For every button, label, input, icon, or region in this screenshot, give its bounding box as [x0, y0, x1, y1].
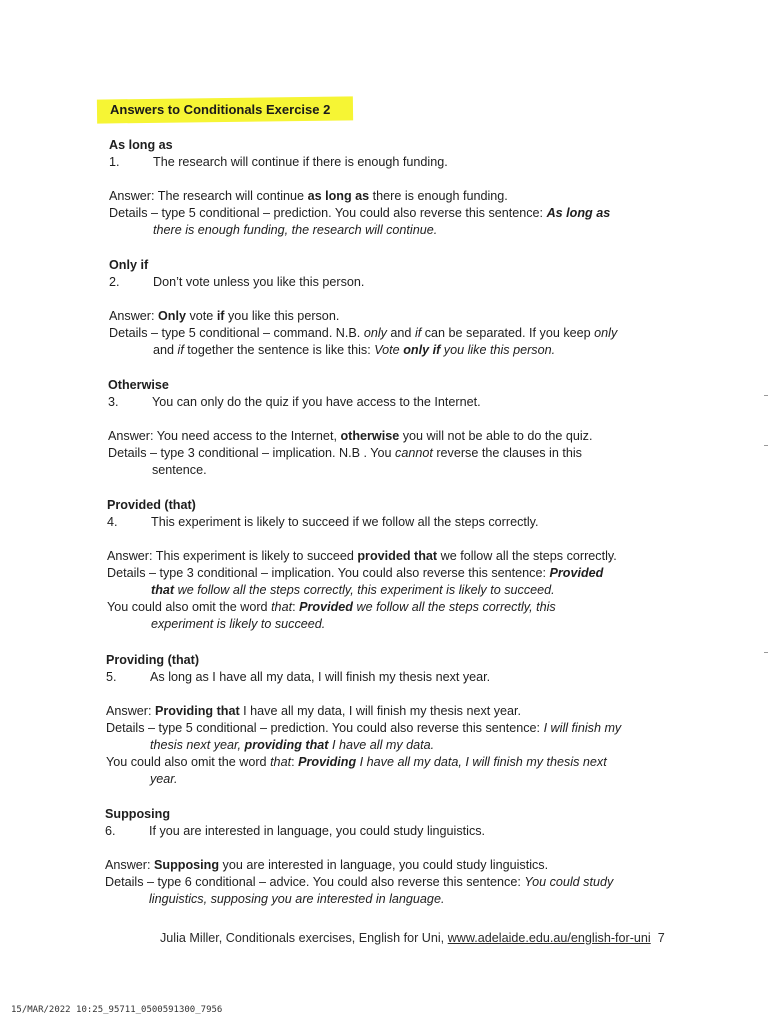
answer-line	[105, 857, 695, 874]
answer-line	[108, 428, 698, 445]
answer-section	[109, 137, 699, 239]
page-title: Answers to Conditionals Exercise 2	[110, 102, 331, 117]
text-run: You could also omit the word	[107, 600, 272, 614]
text-run: and	[153, 343, 178, 357]
question-text: The research will continue if there is enough funding.	[153, 155, 448, 169]
details	[105, 874, 695, 908]
question-number: 6.	[105, 824, 116, 838]
answer-line	[109, 188, 699, 205]
text-run: Providing	[298, 755, 357, 769]
text-run: you like this person.	[440, 343, 556, 357]
text-run: experiment is likely to succeed.	[151, 617, 326, 631]
page-number: 7	[657, 931, 665, 945]
text-run: otherwise	[340, 429, 400, 443]
text-run: you will not be able to do the quiz.	[399, 429, 593, 443]
details	[106, 720, 696, 754]
question-text: Don’t vote unless you like this person.	[153, 275, 365, 289]
text-run: cannot	[395, 446, 433, 460]
text-run: Provided	[299, 600, 353, 614]
text-run: only	[363, 326, 387, 340]
question-number: 5.	[106, 670, 117, 684]
question-line	[106, 669, 696, 686]
text-run: only	[594, 326, 618, 340]
text-run: you are interested in language, you could study linguistics.	[219, 858, 549, 872]
question-number: 3.	[108, 395, 119, 409]
footer	[160, 930, 665, 947]
text-run: Vote	[374, 343, 404, 357]
text-run: As long as	[546, 206, 611, 220]
question-number: 1.	[109, 155, 120, 169]
details-line	[109, 205, 699, 222]
text-run: providing that	[244, 738, 329, 752]
text-run: reverse the clauses in this	[432, 446, 582, 460]
details-line	[109, 222, 699, 239]
text-run: there is enough funding, the research will continue.	[153, 223, 438, 237]
section-heading: Providing (that)	[106, 653, 200, 667]
text-run: and	[386, 326, 415, 340]
question-line	[105, 823, 695, 840]
text-run: we follow all the steps correctly, this experiment is likely to succeed.	[174, 583, 555, 597]
omit-note-line	[107, 599, 697, 616]
answer-section	[108, 377, 698, 479]
answer-line	[106, 703, 696, 720]
omit-note-line	[107, 616, 697, 633]
text-run: year.	[150, 772, 178, 786]
text-run: I will finish my	[543, 721, 622, 735]
text-run: can be separated. If you keep	[421, 326, 595, 340]
answer-section	[109, 257, 699, 359]
answer-section	[105, 806, 695, 908]
text-run: You could also omit the word	[106, 755, 271, 769]
section-heading: As long as	[109, 138, 173, 152]
text-run: if	[216, 309, 225, 323]
scan-stamp: 15/MAR/2022 10:25_95711_0500591300_7956	[11, 1005, 223, 1015]
answer-section	[107, 497, 697, 633]
question-line	[108, 394, 698, 411]
text-run: only if	[403, 343, 441, 357]
scan-edge-mark	[764, 395, 768, 396]
text-run: that	[151, 583, 175, 597]
section-heading: Provided (that)	[107, 498, 196, 512]
text-run: Only	[158, 309, 186, 323]
text-run: Answer: You need access to the Internet,	[108, 429, 341, 443]
details-line	[108, 462, 698, 479]
text-run: Answer: The research will continue	[109, 189, 308, 203]
text-run: Answer:	[105, 858, 154, 872]
details-line	[106, 720, 696, 737]
scan-edge-mark	[764, 445, 768, 446]
details	[108, 445, 698, 479]
text-run: Details – type 5 conditional – prediction. You could also reverse this sentence:	[109, 206, 547, 220]
question-text: If you are interested in language, you could study linguistics.	[149, 824, 486, 838]
text-run: You could study	[524, 875, 614, 889]
question-text: You can only do the quiz if you have access to the Internet.	[152, 395, 481, 409]
answer-section	[106, 652, 696, 788]
text-run: Details – type 5 conditional – prediction. You could also reverse this sentence:	[106, 721, 544, 735]
text-run: that	[271, 600, 293, 614]
text-run: I have all my data.	[328, 738, 435, 752]
question-number: 4.	[107, 515, 118, 529]
details	[107, 565, 697, 599]
text-run: we follow all the steps correctly.	[437, 549, 617, 563]
text-run: Details – type 3 conditional – implication. N.B . You	[108, 446, 396, 460]
omit-note-line	[106, 754, 696, 771]
question-text: As long as I have all my data, I will finish my thesis next year.	[150, 670, 491, 684]
text-run: provided that	[357, 549, 438, 563]
text-run: sentence.	[152, 463, 207, 477]
text-run: I have all my data, I will finish my thesis next	[356, 755, 607, 769]
text-run: you like this person.	[224, 309, 340, 323]
text-run: Details – type 6 conditional – advice. You could also reverse this sentence:	[105, 875, 525, 889]
scan-edge-mark	[764, 652, 768, 653]
omit-note	[106, 754, 696, 788]
question-line	[109, 154, 699, 171]
text-run: together the sentence is like this:	[183, 343, 375, 357]
text-run: thesis next year,	[150, 738, 245, 752]
details-line	[105, 874, 695, 891]
details-line	[107, 565, 697, 582]
footer-text: Julia Miller, Conditionals exercises, English for Uni,	[160, 931, 448, 945]
details	[109, 325, 699, 359]
section-heading: Supposing	[105, 807, 171, 821]
text-run: as long as	[307, 189, 370, 203]
text-run: vote	[186, 309, 217, 323]
text-run: Answer: This experiment is likely to succeed	[107, 549, 358, 563]
question-number: 2.	[109, 275, 120, 289]
answer-line	[107, 548, 697, 565]
text-run: if	[177, 343, 184, 357]
text-run: Answer:	[106, 704, 155, 718]
details-line	[109, 325, 699, 342]
details-line	[108, 445, 698, 462]
text-run: :	[291, 755, 299, 769]
details-line	[105, 891, 695, 908]
section-heading: Otherwise	[108, 378, 169, 392]
question-line	[109, 274, 699, 291]
text-run: there is enough funding.	[369, 189, 508, 203]
text-run: linguistics, supposing you are interested in language.	[149, 892, 445, 906]
text-run: Provided	[549, 566, 604, 580]
text-run: Providing that	[155, 704, 240, 718]
text-run: that	[270, 755, 292, 769]
footer-link[interactable]: www.adelaide.edu.au/english-for-uni	[447, 931, 651, 945]
text-run: we follow all the steps correctly, this	[352, 600, 556, 614]
text-run: :	[292, 600, 300, 614]
omit-note	[107, 599, 697, 633]
text-run: I have all my data, I will finish my thesis next year.	[239, 704, 522, 718]
text-run: Details – type 3 conditional – implication. You could also reverse this sentence:	[107, 566, 550, 580]
section-heading: Only if	[109, 258, 149, 272]
text-run: if	[414, 326, 422, 340]
details-line	[106, 737, 696, 754]
details-line	[109, 342, 699, 359]
text-run: Supposing	[154, 858, 220, 872]
details-line	[107, 582, 697, 599]
details	[109, 205, 699, 239]
question-line	[107, 514, 697, 531]
text-run: Answer:	[109, 309, 158, 323]
answer-line	[109, 308, 699, 325]
question-text: This experiment is likely to succeed if we follow all the steps correctly.	[151, 515, 539, 529]
omit-note-line	[106, 771, 696, 788]
text-run: Details – type 5 conditional – command. N.B.	[109, 326, 364, 340]
